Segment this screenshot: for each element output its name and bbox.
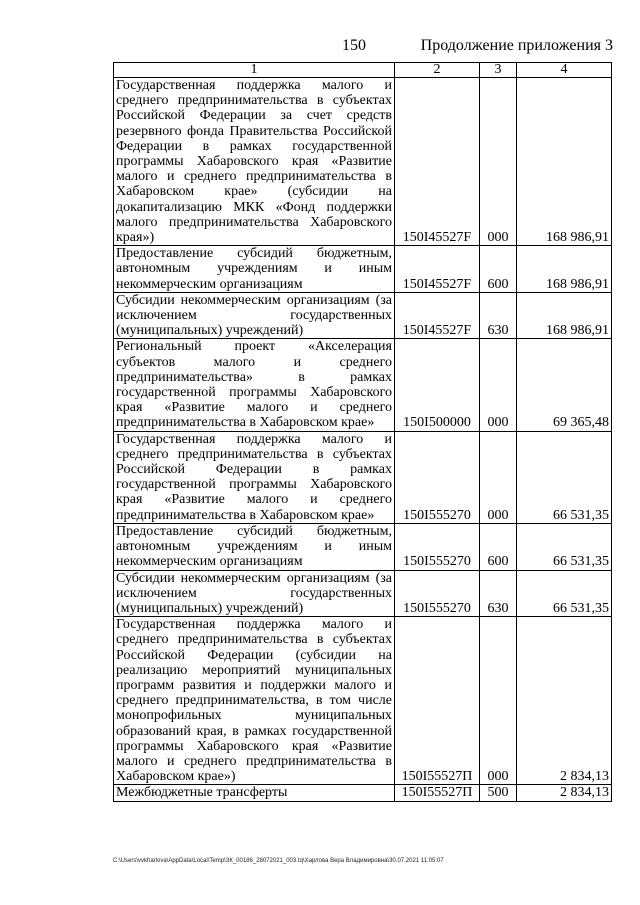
table-row xyxy=(114,78,612,246)
row-name: Государственная поддержка малого и среднего предпринимательства в субъектах Российской Федерации (субсидии на реализацию мероприятий муниципальных программ развития и поддержки малого и среднего предпринимательства, в том числе монопрофильных муниципальных образований края, в рамках государственной программы Хабаровского края «Развитие малого и среднего предпринимательства в Хабаровском крае») xyxy=(114,617,395,785)
row-expense-type: 630 xyxy=(480,570,517,617)
page-number: 150 xyxy=(342,37,366,54)
table-row xyxy=(114,431,612,523)
row-name: Государственная поддержка малого и среднего предпринимательства в субъектах Российской Федерации в рамках государственной программы Хабаровского края «Развитие малого и среднего предпринимательства в Хабаровском крае» xyxy=(114,431,395,523)
row-name: Государственная поддержка малого и среднего предпринимательства в субъектах Российской Федерации за счет средств резервного фонда Правительства Российской Федерации в рамках государственной программы Хабаровского края «Развитие малого и среднего предпринимательства в Хабаровском крае» (субсидии на докапитализацию МКК «Фонд поддержки малого предпринимательства Хабаровского края») xyxy=(114,78,395,246)
table-row xyxy=(114,570,612,617)
row-target-code: 150I45527F xyxy=(395,292,480,339)
row-target-code: 150I555270 xyxy=(395,523,480,570)
row-amount: 168 986,91 xyxy=(517,292,612,339)
row-name: Предоставление субсидий бюджетным, автономным учреждениям и иным некоммерческим организациям xyxy=(114,246,395,293)
row-amount: 2 834,13 xyxy=(517,617,612,785)
table-row xyxy=(114,339,612,431)
table-row xyxy=(114,246,612,293)
row-target-code: 150I500000 xyxy=(395,339,480,431)
row-expense-type: 600 xyxy=(480,523,517,570)
row-amount: 168 986,91 xyxy=(517,246,612,293)
row-expense-type: 000 xyxy=(480,431,517,523)
row-amount: 168 986,91 xyxy=(517,78,612,246)
table-header-row xyxy=(114,63,612,78)
row-name: Региональный проект «Акселерация субъектов малого и среднего предпринимательства» в рамках государственной программы Хабаровского края «Развитие малого и среднего предпринимательства в Хабаровском крае» xyxy=(114,339,395,431)
footer-file-path: C:\Users\vvkharlova\AppData\Local\Temp\ЗК_00186_28072021_003.tq\Харлова Вера Владимировна\30.07.2021 11:05:07 xyxy=(113,858,444,864)
column-header-name: 1 xyxy=(114,63,395,78)
row-expense-type: 000 xyxy=(480,617,517,785)
row-target-code: 150I555270 xyxy=(395,431,480,523)
appendix-continuation-note: Продолжение приложения 3 xyxy=(420,37,613,54)
table-row xyxy=(114,617,612,785)
table-row xyxy=(114,785,612,801)
row-name: Межбюджетные трансферты xyxy=(114,785,395,801)
row-target-code: 150I45527F xyxy=(395,246,480,293)
row-target-code: 150I555270 xyxy=(395,570,480,617)
column-header-code: 2 xyxy=(395,63,480,78)
table-row xyxy=(114,523,612,570)
row-expense-type: 000 xyxy=(480,339,517,431)
row-target-code: 150I55527П xyxy=(395,785,480,801)
row-target-code: 150I45527F xyxy=(395,78,480,246)
row-amount: 2 834,13 xyxy=(517,785,612,801)
row-name: Предоставление субсидий бюджетным, автономным учреждениям и иным некоммерческим организациям xyxy=(114,523,395,570)
row-amount: 66 531,35 xyxy=(517,431,612,523)
row-expense-type: 600 xyxy=(480,246,517,293)
row-expense-type: 500 xyxy=(480,785,517,801)
row-amount: 66 531,35 xyxy=(517,523,612,570)
row-amount: 69 365,48 xyxy=(517,339,612,431)
column-header-amount: 4 xyxy=(517,63,612,78)
row-expense-type: 630 xyxy=(480,292,517,339)
row-amount: 66 531,35 xyxy=(517,570,612,617)
column-header-type: 3 xyxy=(480,63,517,78)
table-row xyxy=(114,292,612,339)
row-name: Субсидии некоммерческим организациям (за исключением государственных (муниципальных) учреждений) xyxy=(114,292,395,339)
row-name: Субсидии некоммерческим организациям (за исключением государственных (муниципальных) учреждений) xyxy=(114,570,395,617)
row-target-code: 150I55527П xyxy=(395,617,480,785)
budget-table xyxy=(113,62,612,802)
row-expense-type: 000 xyxy=(480,78,517,246)
